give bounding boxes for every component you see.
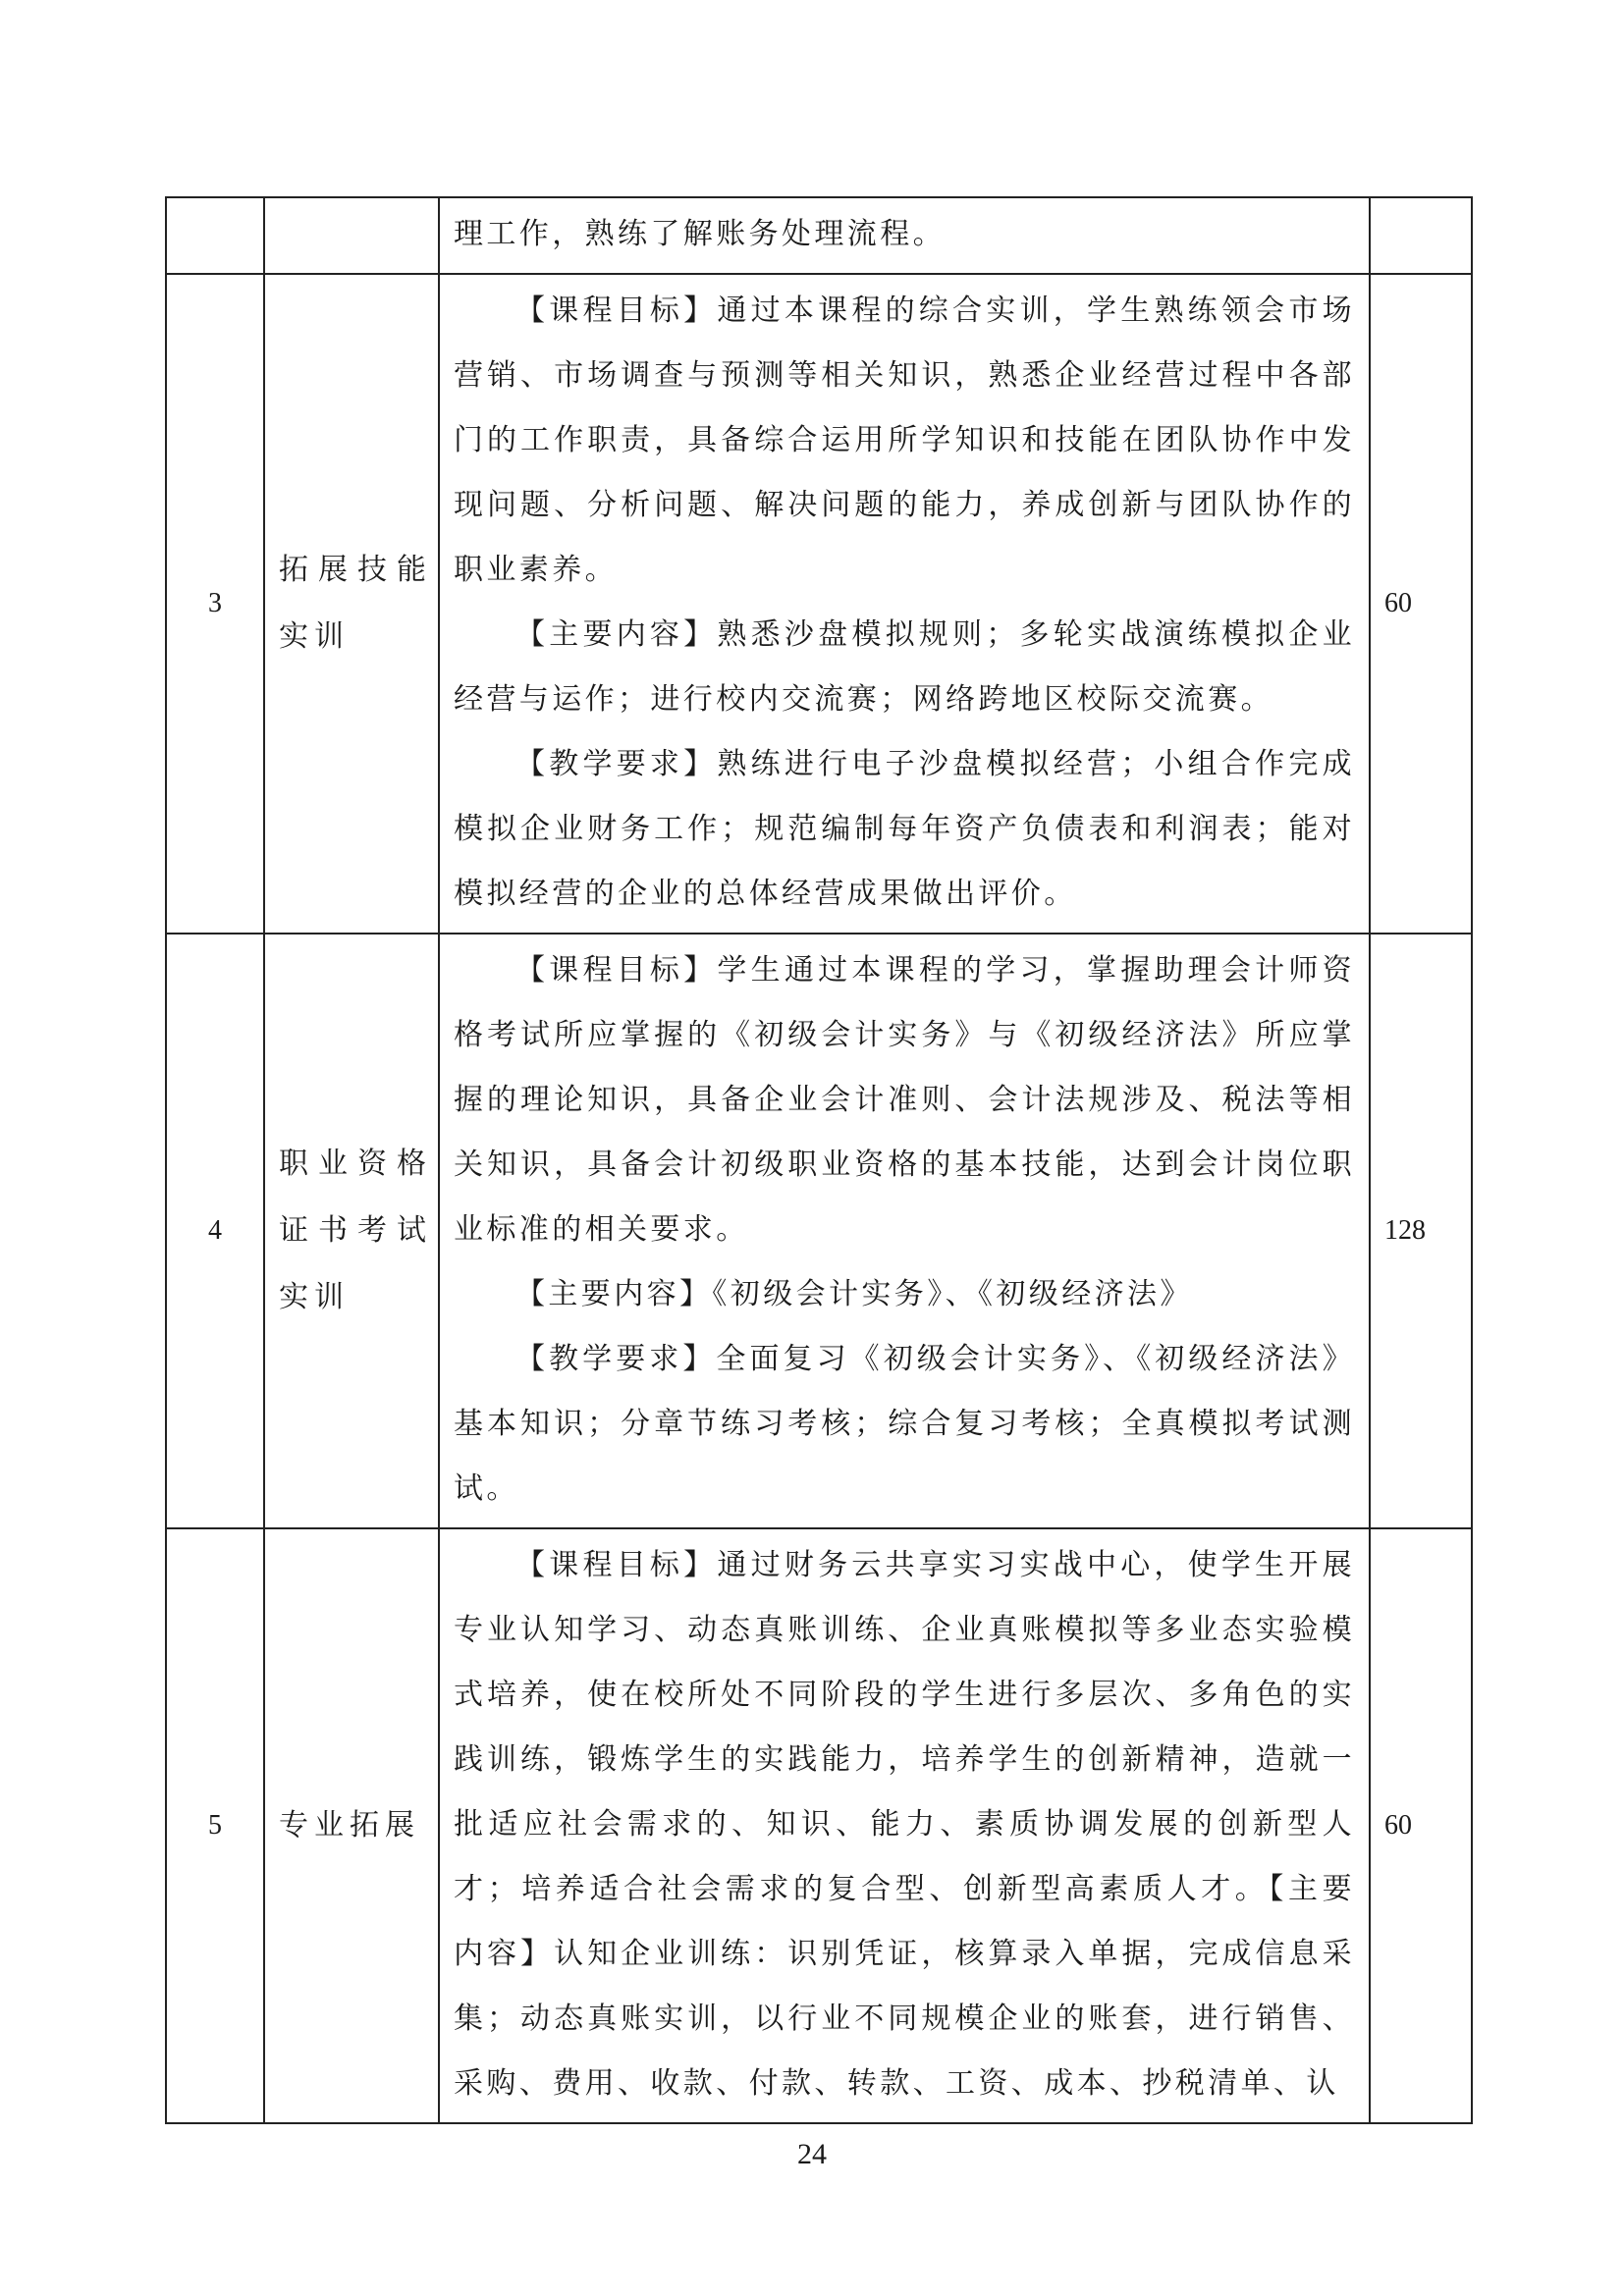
course-name-line: 实训	[279, 619, 350, 654]
course-name	[264, 197, 439, 274]
description-paragraph: 【教学要求】熟练进行电子沙盘模拟经营；小组合作完成模拟企业财务工作；规范编制每年资产负债表和利润表；能对模拟经营的企业的总体经营成果做出评价。	[454, 747, 1355, 911]
description-paragraph: 【主要内容】《初级会计实务》、《初级经济法》	[515, 1277, 1193, 1311]
course-name	[264, 274, 439, 934]
course-name	[264, 1528, 439, 2123]
table-row	[166, 274, 1472, 934]
description-paragraph: 【课程目标】通过本课程的综合实训，学生熟练领会市场营销、市场调查与预测等相关知识，熟悉企业经营过程中各部门的工作职责，具备综合运用所学知识和技能在团队协作中发现问题、分析问题、解决问题的能力，养成创新与团队协作的职业素养。	[454, 294, 1355, 587]
table-row	[166, 934, 1472, 1528]
course-hours	[1370, 197, 1472, 274]
table-row	[166, 1528, 1472, 2123]
description-paragraph: 理工作，熟练了解账务处理流程。	[454, 217, 946, 251]
row-number: 3	[166, 274, 264, 934]
course-name	[264, 934, 439, 1528]
course-name-line: 拓展技能	[279, 553, 432, 587]
course-hours: 60	[1370, 1528, 1472, 2123]
course-name-line: 实训	[279, 1280, 350, 1314]
row-number: 5	[166, 1528, 264, 2123]
course-name-line: 证书考试	[279, 1213, 432, 1248]
course-description	[439, 274, 1370, 934]
course-description	[439, 934, 1370, 1528]
course-description	[439, 197, 1370, 274]
row-number	[166, 197, 264, 274]
row-number: 4	[166, 934, 264, 1528]
course-name-line: 职业资格	[279, 1147, 432, 1181]
course-description	[439, 1528, 1370, 2123]
description-paragraph: 【教学要求】全面复习《初级会计实务》、《初级经济法》基本知识；分章节练习考核；综合复习考核；全真模拟考试测试。	[454, 1342, 1355, 1506]
course-hours: 60	[1370, 274, 1472, 934]
description-paragraph: 【主要内容】熟悉沙盘模拟规则；多轮实战演练模拟企业经营与运作；进行校内交流赛；网络跨地区校际交流赛。	[454, 617, 1355, 717]
description-paragraph: 【课程目标】通过财务云共享实习实战中心，使学生开展专业认知学习、动态真账训练、企业真账模拟等多业态实验模式培养，使在校所处不同阶段的学生进行多层次、多角色的实践训练，锻炼学生的实践能力，培养学生的创新精神，造就一批适应社会需求的、知识、能力、素质协调发展的创新型人才；培养适合社会需求的复合型、创新型高素质人才。【主要内容】认知企业训练：识别凭证，核算录入单据，完成信息采集；动态真账实训，以行业不同规模企业的账套，进行销售、采购、费用、收款、付款、转款、工资、成本、抄税清单、认	[454, 1548, 1355, 2101]
page-number: 24	[797, 2138, 827, 2170]
course-hours: 128	[1370, 934, 1472, 1528]
curriculum-table	[165, 196, 1473, 2124]
course-name-line: 专业拓展	[279, 1808, 420, 1842]
description-paragraph: 【课程目标】学生通过本课程的学习，掌握助理会计师资格考试所应掌握的《初级会计实务》与《初级经济法》所应掌握的理论知识，具备企业会计准则、会计法规涉及、税法等相关知识，具备会计初级职业资格的基本技能，达到会计岗位职业标准的相关要求。	[454, 953, 1355, 1247]
table-row	[166, 197, 1472, 274]
